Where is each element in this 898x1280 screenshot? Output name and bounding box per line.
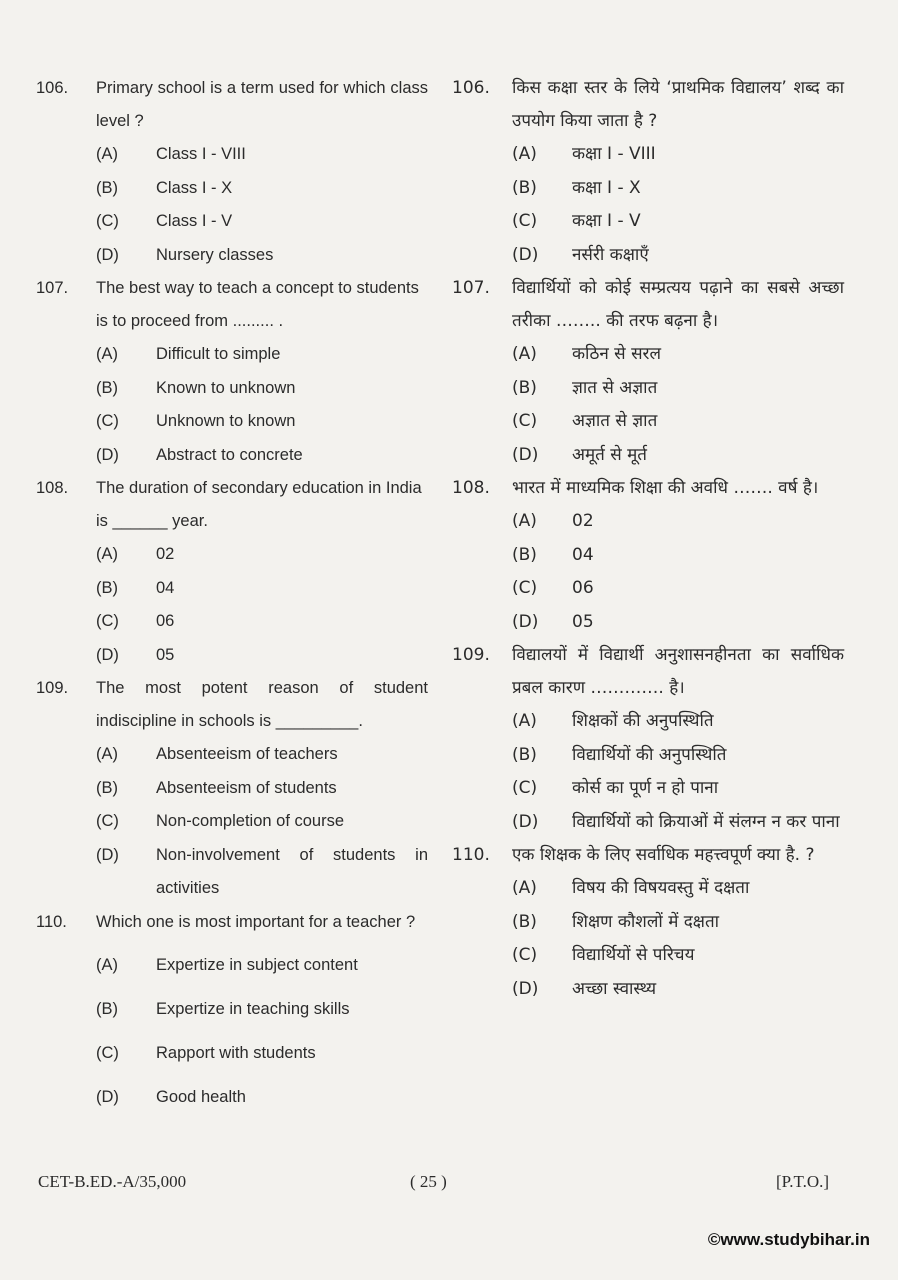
- question-110-hi: [452, 839, 844, 1006]
- option-text: कक्षा I - V: [572, 211, 641, 231]
- option-text: Non-involvement of students in activities: [156, 845, 428, 897]
- option-label: (D): [512, 978, 539, 999]
- option-label: (A): [512, 711, 537, 731]
- option: [512, 705, 844, 739]
- question-text: विद्यार्थियों को कोई सम्प्रत्यय पढ़ाने का सबसे अच्छा तरीका …….. की तरफ बढ़ना है।: [512, 278, 844, 331]
- option-label: (D): [96, 1087, 119, 1106]
- option-label: (B): [96, 578, 118, 597]
- paper-code: CET-B.ED.-A/35,000: [38, 1172, 187, 1191]
- option: [96, 1031, 428, 1075]
- question-106-hi: [452, 72, 844, 272]
- option: [96, 1075, 428, 1119]
- option: [512, 772, 844, 806]
- option-text: Class I - V: [156, 212, 233, 230]
- option-text: कक्षा I - VIII: [572, 144, 656, 164]
- option-text: शिक्षकों की अनुपस्थिति: [572, 711, 714, 731]
- option: [512, 205, 844, 239]
- option: [512, 606, 844, 640]
- option-text: कोर्स का पूर्ण न हो पाना: [572, 778, 719, 798]
- option-label: (D): [96, 445, 119, 464]
- option-text: Rapport with students: [156, 1043, 316, 1062]
- question-number: 110.: [452, 845, 490, 865]
- question-number: 108.: [36, 479, 69, 497]
- option-text: Expertize in teaching skills: [156, 999, 350, 1018]
- option: [96, 605, 428, 639]
- option-label: (D): [96, 245, 119, 264]
- question-text: विद्यालयों में विद्यार्थी अनुशासनहीनता का सर्वाधिक प्रबल कारण …………. है।: [512, 645, 844, 698]
- option-label: (A): [512, 878, 537, 898]
- option-label: (A): [96, 955, 118, 974]
- option: [96, 439, 428, 473]
- option: [512, 872, 844, 906]
- option-text: 05: [156, 645, 175, 664]
- option: [96, 839, 428, 906]
- option: [512, 338, 844, 372]
- option-text: 05: [572, 611, 594, 632]
- option-text: Difficult to simple: [156, 345, 281, 363]
- question-text: Which one is most important for a teacher ?: [96, 912, 416, 931]
- question-text: भारत में माध्यमिक शिक्षा की अवधि ……. वर्ष है।: [512, 478, 819, 498]
- option: [512, 505, 844, 539]
- option: [512, 539, 844, 573]
- option-text: विषय की विषयवस्तु में दक्षता: [572, 878, 750, 898]
- question-number: 106.: [36, 79, 69, 97]
- option-text: कठिन से सरल: [572, 344, 662, 364]
- question-108-en: [36, 472, 428, 672]
- option-text: 06: [156, 612, 175, 630]
- option: [96, 338, 428, 372]
- option-label: (C): [512, 411, 538, 431]
- option: [512, 439, 844, 473]
- option-label: (C): [512, 211, 538, 231]
- option-label: (D): [512, 811, 539, 832]
- question-109-hi: [452, 639, 844, 839]
- option: [512, 239, 844, 273]
- option: [96, 138, 428, 172]
- option: [96, 405, 428, 439]
- option-text: अमूर्त से मूर्त: [572, 444, 647, 465]
- option-text: Good health: [156, 1087, 246, 1106]
- option-label: (D): [96, 645, 119, 664]
- option-text: 02: [572, 511, 594, 531]
- option-label: (B): [96, 778, 118, 797]
- option-label: (A): [96, 545, 118, 563]
- option-text: Non-completion of course: [156, 812, 345, 830]
- option-text: विद्यार्थियों से परिचय: [572, 945, 695, 965]
- question-109-en: [36, 672, 428, 906]
- question-text: एक शिक्षक के लिए सर्वाधिक महत्त्वपूर्ण क्या है. ?: [512, 845, 815, 865]
- option-text: 04: [572, 544, 594, 565]
- option-text: शिक्षण कौशलों में दक्षता: [572, 911, 720, 932]
- question-text: Primary school is a term used for which class level ?: [96, 79, 428, 130]
- option-label: (B): [512, 911, 537, 932]
- option: [96, 239, 428, 273]
- question-number: 107.: [452, 278, 490, 298]
- question-number: 106.: [452, 78, 490, 98]
- option-text: 04: [156, 578, 175, 597]
- option-label: (B): [512, 377, 537, 398]
- option-text: Absenteeism of students: [156, 778, 337, 797]
- option-label: (D): [512, 444, 539, 465]
- option: [96, 772, 428, 806]
- question-text: The best way to teach a concept to students is to proceed from ......... .: [96, 279, 419, 330]
- option-text: 06: [572, 578, 594, 598]
- question-108-hi: [452, 472, 844, 639]
- option-text: Unknown to known: [156, 412, 296, 430]
- option: [512, 172, 844, 206]
- option-label: (A): [512, 511, 537, 531]
- pto-label: [P.T.O.]: [776, 1172, 830, 1191]
- option-text: Abstract to concrete: [156, 445, 303, 464]
- question-text: The most potent reason of student indiscipline in schools is _________.: [96, 679, 428, 730]
- option: [96, 943, 428, 987]
- option-text: Absenteeism of teachers: [156, 745, 338, 763]
- english-column: [36, 72, 428, 1119]
- option: [96, 987, 428, 1031]
- option: [96, 205, 428, 239]
- option: [512, 739, 844, 773]
- option-text: ज्ञात से अज्ञात: [572, 377, 658, 398]
- option-label: (D): [96, 845, 119, 864]
- option: [96, 372, 428, 406]
- question-text: The duration of secondary education in India is ______ year.: [96, 479, 422, 530]
- option-label: (C): [96, 212, 119, 230]
- option-label: (A): [512, 344, 537, 364]
- hindi-column: [452, 72, 844, 1006]
- option: [96, 738, 428, 772]
- option-text: Nursery classes: [156, 245, 274, 264]
- option: [512, 806, 844, 840]
- question-number: 110.: [36, 912, 67, 931]
- option-text: Known to unknown: [156, 378, 296, 397]
- option-text: अच्छा स्वास्थ्य: [572, 978, 657, 999]
- option-text: नर्सरी कक्षाएँ: [572, 244, 649, 265]
- option-label: (B): [512, 544, 537, 565]
- question-110-en: [36, 906, 428, 1119]
- option-label: (C): [96, 812, 119, 830]
- option-label: (B): [512, 177, 537, 198]
- question-number: 109.: [452, 645, 490, 665]
- page-number: ( 25 ): [410, 1172, 447, 1191]
- option: [512, 138, 844, 172]
- option-label: (C): [96, 412, 119, 430]
- question-text: किस कक्षा स्तर के लिये ‘प्राथमिक विद्यालय’ शब्द का उपयोग किया जाता है ?: [512, 78, 844, 131]
- option-label: (D): [512, 244, 539, 265]
- option-text: विद्यार्थियों को क्रियाओं में संलग्न न कर पाना: [572, 811, 840, 832]
- option-label: (B): [512, 744, 537, 765]
- option-label: (C): [512, 778, 538, 798]
- option-label: (C): [512, 945, 538, 965]
- option: [512, 906, 844, 940]
- option-label: (D): [512, 611, 539, 632]
- option-text: कक्षा I - X: [572, 177, 641, 198]
- question-107-hi: [452, 272, 844, 472]
- question-number: 107.: [36, 279, 69, 297]
- option-label: (C): [96, 1043, 119, 1062]
- question-number: 108.: [452, 478, 490, 498]
- option-label: (A): [96, 145, 118, 163]
- option-label: (C): [96, 612, 119, 630]
- option-text: विद्यार्थियों की अनुपस्थिति: [572, 744, 727, 765]
- option-text: अज्ञात से ज्ञात: [572, 411, 658, 431]
- option: [96, 172, 428, 206]
- option-label: (B): [96, 178, 118, 197]
- option-text: Class I - X: [156, 178, 233, 197]
- option-text: 02: [156, 545, 175, 563]
- option-label: (B): [96, 378, 118, 397]
- option: [96, 639, 428, 673]
- option: [96, 572, 428, 606]
- option-label: (C): [512, 578, 538, 598]
- option: [96, 805, 428, 839]
- question-106-en: [36, 72, 428, 272]
- option: [512, 405, 844, 439]
- watermark: ©www.studybihar.in: [707, 1230, 870, 1249]
- option: [512, 939, 844, 973]
- option-text: Class I - VIII: [156, 145, 246, 163]
- option: [512, 372, 844, 406]
- option: [512, 973, 844, 1007]
- option: [96, 538, 428, 572]
- option-label: (B): [96, 999, 118, 1018]
- option-label: (A): [96, 345, 118, 363]
- option-label: (A): [512, 144, 537, 164]
- option: [512, 572, 844, 606]
- option-label: (A): [96, 745, 118, 763]
- question-number: 109.: [36, 679, 69, 697]
- question-107-en: [36, 272, 428, 472]
- option-text: Expertize in subject content: [156, 955, 358, 974]
